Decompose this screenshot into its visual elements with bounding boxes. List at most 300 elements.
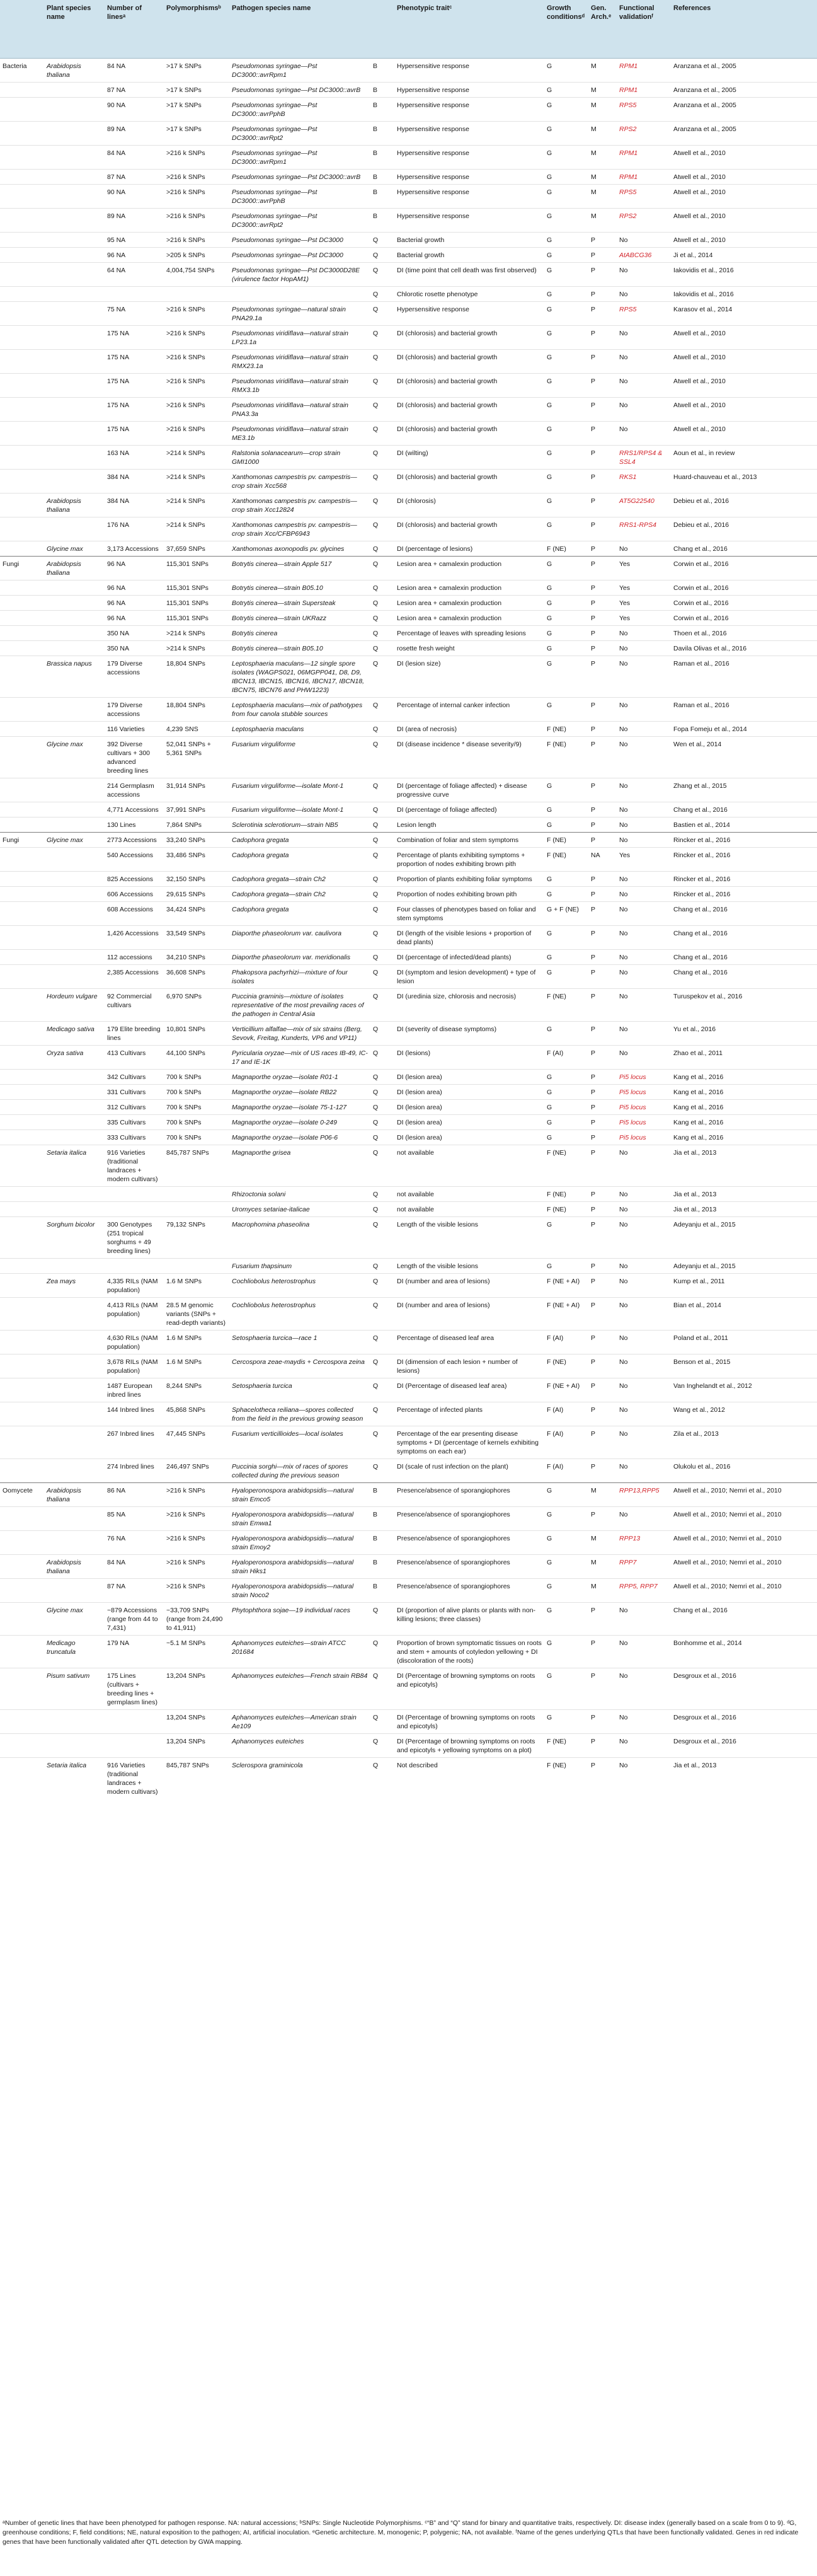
cell-trait-type: Q (370, 374, 394, 398)
cell-trait-type: Q (370, 326, 394, 350)
cell-phenotypic-trait: not available (394, 1145, 544, 1187)
cell-kingdom (0, 872, 44, 887)
cell-growth-conditions: G (544, 326, 588, 350)
cell-kingdom (0, 1354, 44, 1378)
cell-reference: Adeyanju et al., 2015 (671, 1217, 817, 1259)
cell-reference: Bian et al., 2014 (671, 1298, 817, 1331)
cell-growth-conditions: G (544, 1022, 588, 1046)
cell-pathogen-species: Hyaloperonospora arabidopsidis—natural strain Emwa1 (229, 1507, 370, 1531)
cell-pathogen-species: Pseudomonas viridiflava—natural strain LP23.1a (229, 326, 370, 350)
cell-functional-validation: RPP13 (617, 1531, 671, 1555)
cell-genetic-architecture: P (588, 817, 617, 833)
cell-kingdom (0, 1130, 44, 1145)
cell-genetic-architecture: P (588, 1217, 617, 1259)
cell-number-of-lines: 90 NA (105, 185, 164, 209)
cell-kingdom (0, 1100, 44, 1115)
cell-polymorphisms: 33,549 SNPs (164, 926, 229, 950)
header-growth-conditions: Growth conditionsᵈ (544, 0, 588, 59)
cell-polymorphisms: >214 k SNPs (164, 470, 229, 494)
cell-polymorphisms: 13,204 SNPs (164, 1710, 229, 1734)
table-row (0, 596, 817, 611)
cell-polymorphisms: >216 k SNPs (164, 1531, 229, 1555)
cell-genetic-architecture: P (588, 541, 617, 557)
table-row (0, 209, 817, 233)
cell-pathogen-species: Aphanomyces euteiches—strain ATCC 201684 (229, 1636, 370, 1668)
cell-kingdom (0, 1758, 44, 1799)
cell-phenotypic-trait: DI (disease incidence * disease severity/9) (394, 737, 544, 778)
cell-pathogen-species: Pseudomonas viridiflava—natural strain RMX3.1b (229, 374, 370, 398)
cell-trait-type: B (370, 83, 394, 98)
cell-polymorphisms: 13,204 SNPs (164, 1734, 229, 1758)
cell-pathogen-species: Botrytis cinerea—strain B05.10 (229, 580, 370, 596)
cell-functional-validation: RKS1 (617, 470, 671, 494)
cell-growth-conditions: F (NE) (544, 848, 588, 872)
cell-functional-validation: No (617, 1187, 671, 1202)
cell-polymorphisms: >216 k SNPs (164, 374, 229, 398)
cell-reference: Atwell et al., 2010 (671, 170, 817, 185)
cell-pathogen-species: Magnaporthe oryzae—isolate P06-6 (229, 1130, 370, 1145)
cell-phenotypic-trait: Presence/absence of sporangiophores (394, 1531, 544, 1555)
cell-pathogen-species: Fusarium thapsinum (229, 1259, 370, 1274)
cell-pathogen-species: Magnaporthe oryzae—isolate RB22 (229, 1085, 370, 1100)
cell-reference: Atwell et al., 2010; Nemri et al., 2010 (671, 1531, 817, 1555)
cell-number-of-lines (105, 287, 164, 302)
cell-growth-conditions: G (544, 517, 588, 541)
cell-kingdom: Fungi (0, 833, 44, 848)
cell-pathogen-species (229, 287, 370, 302)
cell-growth-conditions: G (544, 1130, 588, 1145)
cell-trait-type: Q (370, 872, 394, 887)
cell-functional-validation: No (617, 1274, 671, 1298)
cell-trait-type: Q (370, 557, 394, 580)
cell-trait-type: B (370, 1483, 394, 1507)
cell-plant-species (44, 1187, 105, 1202)
cell-functional-validation: No (617, 1202, 671, 1217)
cell-polymorphisms: >216 k SNPs (164, 209, 229, 233)
cell-number-of-lines: 87 NA (105, 83, 164, 98)
cell-trait-type: Q (370, 287, 394, 302)
cell-polymorphisms: 845,787 SNPs (164, 1758, 229, 1799)
table-row (0, 1734, 817, 1758)
cell-kingdom (0, 170, 44, 185)
cell-trait-type: Q (370, 422, 394, 446)
cell-pathogen-species: Fusarium virguliforme (229, 737, 370, 778)
cell-plant-species (44, 374, 105, 398)
cell-phenotypic-trait: Proportion of plants exhibiting foliar symptoms (394, 872, 544, 887)
table-row (0, 1046, 817, 1070)
cell-genetic-architecture: P (588, 580, 617, 596)
cell-kingdom (0, 541, 44, 557)
cell-trait-type: Q (370, 1100, 394, 1115)
cell-genetic-architecture: P (588, 287, 617, 302)
cell-polymorphisms: 845,787 SNPs (164, 1145, 229, 1187)
cell-number-of-lines: 916 Varieties (traditional landraces + modern cultivars) (105, 1758, 164, 1799)
cell-number-of-lines: 92 Commercial cultivars (105, 989, 164, 1022)
cell-trait-type: Q (370, 1130, 394, 1145)
cell-growth-conditions: G (544, 83, 588, 98)
cell-pathogen-species: Fusarium virguliforme—isolate Mont-1 (229, 802, 370, 817)
cell-plant-species (44, 83, 105, 98)
cell-trait-type: B (370, 1579, 394, 1603)
cell-reference: Debieu et al., 2016 (671, 494, 817, 517)
cell-kingdom (0, 122, 44, 146)
cell-reference: Atwell et al., 2010 (671, 398, 817, 422)
cell-polymorphisms: 10,801 SNPs (164, 1022, 229, 1046)
cell-growth-conditions: F (NE) (544, 722, 588, 737)
table-row (0, 1202, 817, 1217)
cell-reference: Ji et al., 2014 (671, 248, 817, 263)
cell-pathogen-species: Botrytis cinerea—strain B05.10 (229, 641, 370, 656)
cell-functional-validation: RPS2 (617, 209, 671, 233)
cell-growth-conditions: G (544, 817, 588, 833)
cell-genetic-architecture: P (588, 1070, 617, 1085)
cell-growth-conditions: G (544, 656, 588, 698)
cell-plant-species (44, 517, 105, 541)
cell-number-of-lines: 312 Cultivars (105, 1100, 164, 1115)
cell-genetic-architecture: P (588, 326, 617, 350)
cell-functional-validation: Yes (617, 848, 671, 872)
cell-pathogen-species: Pseudomonas syringae—Pst DC3000 (229, 248, 370, 263)
cell-polymorphisms: >214 k SNPs (164, 494, 229, 517)
cell-reference: Jia et al., 2013 (671, 1187, 817, 1202)
cell-reference: Desgroux et al., 2016 (671, 1710, 817, 1734)
cell-genetic-architecture: P (588, 446, 617, 470)
cell-plant-species (44, 1070, 105, 1085)
header-kingdom (0, 0, 44, 59)
cell-reference: Aranzana et al., 2005 (671, 59, 817, 83)
cell-reference: Atwell et al., 2010 (671, 233, 817, 248)
cell-phenotypic-trait: Percentage of infected plants (394, 1402, 544, 1426)
cell-growth-conditions: F (NE) (544, 1145, 588, 1187)
cell-functional-validation: No (617, 1402, 671, 1426)
cell-kingdom (0, 248, 44, 263)
cell-pathogen-species: Sclerospora graminicola (229, 1758, 370, 1799)
cell-reference: Iakovidis et al., 2016 (671, 287, 817, 302)
cell-pathogen-species: Sphacelotheca reiliana—spores collected from the field in the previous growing season (229, 1402, 370, 1426)
cell-polymorphisms: 700 k SNPs (164, 1070, 229, 1085)
cell-polymorphisms: 4,239 SNS (164, 722, 229, 737)
cell-plant-species: Hordeum vulgare (44, 989, 105, 1022)
cell-number-of-lines: 175 NA (105, 350, 164, 374)
cell-kingdom (0, 287, 44, 302)
cell-growth-conditions: G (544, 59, 588, 83)
cell-pathogen-species: Xanthomonas campestris pv. campestris—crop strain Xcc12824 (229, 494, 370, 517)
cell-number-of-lines: 144 Inbred lines (105, 1402, 164, 1426)
cell-plant-species (44, 248, 105, 263)
cell-reference: Aranzana et al., 2005 (671, 83, 817, 98)
cell-phenotypic-trait: Length of the visible lesions (394, 1259, 544, 1274)
cell-phenotypic-trait: Percentage of plants exhibiting symptoms + proportion of nodes exhibiting brown pith (394, 848, 544, 872)
cell-plant-species (44, 263, 105, 287)
cell-plant-species (44, 422, 105, 446)
cell-kingdom (0, 596, 44, 611)
cell-number-of-lines: ~879 Accessions (range from 44 to 7,431) (105, 1603, 164, 1636)
cell-phenotypic-trait: Hypersensitive response (394, 83, 544, 98)
table-row (0, 350, 817, 374)
cell-trait-type: B (370, 1555, 394, 1579)
cell-plant-species (44, 470, 105, 494)
cell-phenotypic-trait: DI (uredinia size, chlorosis and necrosis) (394, 989, 544, 1022)
table-row (0, 641, 817, 656)
cell-growth-conditions: G (544, 209, 588, 233)
cell-number-of-lines: 176 NA (105, 517, 164, 541)
cell-phenotypic-trait: DI (Percentage of browning symptoms on roots and epicotyls) (394, 1668, 544, 1710)
table-row (0, 170, 817, 185)
cell-pathogen-species: Setosphaeria turcica—race 1 (229, 1331, 370, 1354)
cell-functional-validation: No (617, 1426, 671, 1459)
table-row (0, 1579, 817, 1603)
cell-pathogen-species: Leptosphaeria maculans—mix of pathotypes from four canola stubble sources (229, 698, 370, 722)
cell-functional-validation: No (617, 1507, 671, 1531)
cell-growth-conditions: G (544, 1217, 588, 1259)
cell-reference: Aranzana et al., 2005 (671, 122, 817, 146)
cell-trait-type: Q (370, 737, 394, 778)
cell-phenotypic-trait: Proportion of nodes exhibiting brown pith (394, 887, 544, 902)
cell-growth-conditions: G (544, 1555, 588, 1579)
cell-genetic-architecture: P (588, 302, 617, 326)
cell-kingdom: Oomycete (0, 1483, 44, 1507)
cell-pathogen-species: Cochliobolus heterostrophus (229, 1298, 370, 1331)
table-row (0, 59, 817, 83)
cell-reference: Rincker et al., 2016 (671, 887, 817, 902)
cell-pathogen-species: Pseudomonas syringae—Pst DC3000::avrRpm1 (229, 59, 370, 83)
table-row (0, 446, 817, 470)
cell-phenotypic-trait: Percentage of the ear presenting disease symptoms + DI (percentage of kernels exhibiting symptoms on each ear) (394, 1426, 544, 1459)
cell-genetic-architecture: P (588, 1187, 617, 1202)
cell-reference: Chang et al., 2016 (671, 1603, 817, 1636)
cell-functional-validation: AT5G22540 (617, 494, 671, 517)
cell-polymorphisms: >17 k SNPs (164, 122, 229, 146)
cell-functional-validation: No (617, 656, 671, 698)
cell-polymorphisms: 8,244 SNPs (164, 1378, 229, 1402)
cell-reference: Kang et al., 2016 (671, 1115, 817, 1130)
cell-pathogen-species: Pseudomonas syringae—Pst DC3000::avrB (229, 170, 370, 185)
cell-plant-species: Zea mays (44, 1274, 105, 1298)
cell-pathogen-species: Xanthomonas axonopodis pv. glycines (229, 541, 370, 557)
cell-genetic-architecture: M (588, 98, 617, 122)
cell-number-of-lines: 4,335 RILs (NAM population) (105, 1274, 164, 1298)
cell-phenotypic-trait: DI (severity of disease symptoms) (394, 1022, 544, 1046)
cell-functional-validation: No (617, 1636, 671, 1668)
cell-kingdom (0, 1202, 44, 1217)
cell-plant-species (44, 122, 105, 146)
cell-kingdom (0, 185, 44, 209)
cell-trait-type: B (370, 98, 394, 122)
cell-kingdom (0, 326, 44, 350)
cell-genetic-architecture: P (588, 1100, 617, 1115)
cell-trait-type: Q (370, 1274, 394, 1298)
cell-pathogen-species: Pseudomonas syringae—Pst DC3000::avrRpm1 (229, 146, 370, 170)
table-row (0, 1668, 817, 1710)
cell-reference: Atwell et al., 2010; Nemri et al., 2010 (671, 1483, 817, 1507)
cell-number-of-lines: 64 NA (105, 263, 164, 287)
cell-growth-conditions: F (NE) (544, 1187, 588, 1202)
cell-number-of-lines: 342 Cultivars (105, 1070, 164, 1085)
cell-number-of-lines: 96 NA (105, 611, 164, 626)
cell-trait-type: Q (370, 1217, 394, 1259)
cell-growth-conditions: G (544, 965, 588, 989)
table-row (0, 1483, 817, 1507)
cell-functional-validation: No (617, 1710, 671, 1734)
cell-polymorphisms: >17 k SNPs (164, 98, 229, 122)
cell-growth-conditions: G (544, 1531, 588, 1555)
cell-trait-type: Q (370, 1758, 394, 1799)
cell-trait-type: B (370, 185, 394, 209)
cell-kingdom (0, 302, 44, 326)
cell-kingdom (0, 422, 44, 446)
cell-trait-type: Q (370, 848, 394, 872)
cell-growth-conditions: F (AI) (544, 1459, 588, 1483)
cell-polymorphisms: >205 k SNPs (164, 248, 229, 263)
cell-kingdom (0, 83, 44, 98)
cell-growth-conditions: G (544, 1085, 588, 1100)
cell-growth-conditions: G (544, 626, 588, 641)
cell-phenotypic-trait: DI (chlorosis) and bacterial growth (394, 422, 544, 446)
cell-trait-type: Q (370, 1426, 394, 1459)
cell-trait-type: Q (370, 1085, 394, 1100)
table-row (0, 1507, 817, 1531)
cell-kingdom (0, 698, 44, 722)
cell-plant-species (44, 611, 105, 626)
table-row (0, 848, 817, 872)
cell-trait-type: Q (370, 1668, 394, 1710)
cell-polymorphisms: >216 k SNPs (164, 398, 229, 422)
cell-functional-validation: No (617, 698, 671, 722)
cell-growth-conditions: F (NE + AI) (544, 1274, 588, 1298)
cell-number-of-lines: 90 NA (105, 98, 164, 122)
cell-phenotypic-trait: DI (proportion of alive plants or plants with non-killing lesions; three classes) (394, 1603, 544, 1636)
cell-kingdom (0, 989, 44, 1022)
cell-phenotypic-trait: DI (lesions) (394, 1046, 544, 1070)
cell-genetic-architecture: P (588, 1022, 617, 1046)
cell-pathogen-species: Aphanomyces euteiches—French strain RB84 (229, 1668, 370, 1710)
table-row (0, 698, 817, 722)
cell-genetic-architecture: P (588, 350, 617, 374)
table-row (0, 422, 817, 446)
cell-number-of-lines: 4,413 RILs (NAM population) (105, 1298, 164, 1331)
cell-genetic-architecture: P (588, 1259, 617, 1274)
cell-functional-validation: Yes (617, 596, 671, 611)
cell-polymorphisms: >216 k SNPs (164, 422, 229, 446)
cell-number-of-lines: 87 NA (105, 170, 164, 185)
cell-polymorphisms (164, 1187, 229, 1202)
cell-pathogen-species: Magnaporthe grisea (229, 1145, 370, 1187)
cell-trait-type: B (370, 209, 394, 233)
cell-kingdom (0, 263, 44, 287)
cell-phenotypic-trait: Hypersensitive response (394, 170, 544, 185)
cell-kingdom (0, 1710, 44, 1734)
cell-polymorphisms: 45,868 SNPs (164, 1402, 229, 1426)
cell-trait-type: Q (370, 1603, 394, 1636)
cell-kingdom (0, 1259, 44, 1274)
table-row (0, 185, 817, 209)
cell-growth-conditions: G (544, 263, 588, 287)
cell-plant-species (44, 626, 105, 641)
cell-polymorphisms: 700 k SNPs (164, 1115, 229, 1130)
cell-growth-conditions: G (544, 1070, 588, 1085)
cell-trait-type: Q (370, 1331, 394, 1354)
cell-kingdom (0, 1145, 44, 1187)
cell-reference: Corwin et al., 2016 (671, 580, 817, 596)
cell-number-of-lines: 96 NA (105, 596, 164, 611)
cell-pathogen-species: Botrytis cinerea—strain Supersteak (229, 596, 370, 611)
cell-reference: Van Inghelandt et al., 2012 (671, 1378, 817, 1402)
cell-reference: Atwell et al., 2010 (671, 326, 817, 350)
cell-pathogen-species: Phytophthora sojae—19 individual races (229, 1603, 370, 1636)
cell-functional-validation: Yes (617, 557, 671, 580)
cell-genetic-architecture: P (588, 1378, 617, 1402)
cell-phenotypic-trait: DI (Percentage of browning symptoms on roots and epicotyls) (394, 1710, 544, 1734)
cell-plant-species: Pisum sativum (44, 1668, 105, 1710)
cell-phenotypic-trait: DI (percentage of foliage affected) + disease progressive curve (394, 778, 544, 802)
cell-pathogen-species: Cadophora gregata (229, 848, 370, 872)
cell-trait-type: Q (370, 596, 394, 611)
table-row (0, 1603, 817, 1636)
cell-number-of-lines: 84 NA (105, 1555, 164, 1579)
cell-polymorphisms: ~33,709 SNPs (range from 24,490 to 41,911) (164, 1603, 229, 1636)
cell-genetic-architecture: P (588, 1710, 617, 1734)
cell-phenotypic-trait: Lesion area + camalexin production (394, 611, 544, 626)
cell-kingdom (0, 965, 44, 989)
cell-kingdom (0, 1668, 44, 1710)
cell-growth-conditions: F (NE) (544, 1354, 588, 1378)
cell-phenotypic-trait: DI (dimension of each lesion + number of lesions) (394, 1354, 544, 1378)
cell-functional-validation: No (617, 802, 671, 817)
cell-kingdom (0, 1555, 44, 1579)
cell-functional-validation: No (617, 626, 671, 641)
table-row (0, 374, 817, 398)
cell-polymorphisms: 44,100 SNPs (164, 1046, 229, 1070)
cell-growth-conditions: G (544, 1100, 588, 1115)
cell-plant-species: Arabidopsis thaliana (44, 1555, 105, 1579)
cell-number-of-lines: 116 Varieties (105, 722, 164, 737)
cell-reference: Kump et al., 2011 (671, 1274, 817, 1298)
cell-pathogen-species: Cadophora gregata—strain Ch2 (229, 872, 370, 887)
cell-plant-species (44, 848, 105, 872)
cell-number-of-lines (105, 1259, 164, 1274)
cell-plant-species: Brassica napus (44, 656, 105, 698)
cell-kingdom (0, 926, 44, 950)
cell-pathogen-species: Ralstonia solanacearum—crop strain GMI1000 (229, 446, 370, 470)
cell-number-of-lines: 175 Lines (cultivars + breeding lines + germplasm lines) (105, 1668, 164, 1710)
cell-polymorphisms: 36,608 SNPs (164, 965, 229, 989)
cell-pathogen-species: Setosphaeria turcica (229, 1378, 370, 1402)
cell-plant-species (44, 926, 105, 950)
cell-genetic-architecture: P (588, 1085, 617, 1100)
cell-pathogen-species: Rhizoctonia solani (229, 1187, 370, 1202)
cell-genetic-architecture: P (588, 1507, 617, 1531)
cell-polymorphisms: 115,301 SNPs (164, 580, 229, 596)
cell-growth-conditions: G (544, 1579, 588, 1603)
cell-genetic-architecture: P (588, 1402, 617, 1426)
cell-functional-validation: No (617, 737, 671, 778)
cell-reference: Kang et al., 2016 (671, 1070, 817, 1085)
cell-functional-validation: RRS1-RPS4 (617, 517, 671, 541)
cell-growth-conditions: G + F (NE) (544, 902, 588, 926)
cell-pathogen-species: Botrytis cinerea—strain UKRazz (229, 611, 370, 626)
cell-kingdom (0, 374, 44, 398)
cell-reference: Benson et al., 2015 (671, 1354, 817, 1378)
cell-growth-conditions: G (544, 872, 588, 887)
cell-number-of-lines: 86 NA (105, 1483, 164, 1507)
table-row (0, 802, 817, 817)
cell-kingdom (0, 580, 44, 596)
cell-trait-type: Q (370, 541, 394, 557)
cell-trait-type: Q (370, 248, 394, 263)
cell-kingdom (0, 1636, 44, 1668)
cell-plant-species (44, 1459, 105, 1483)
table-row (0, 1085, 817, 1100)
